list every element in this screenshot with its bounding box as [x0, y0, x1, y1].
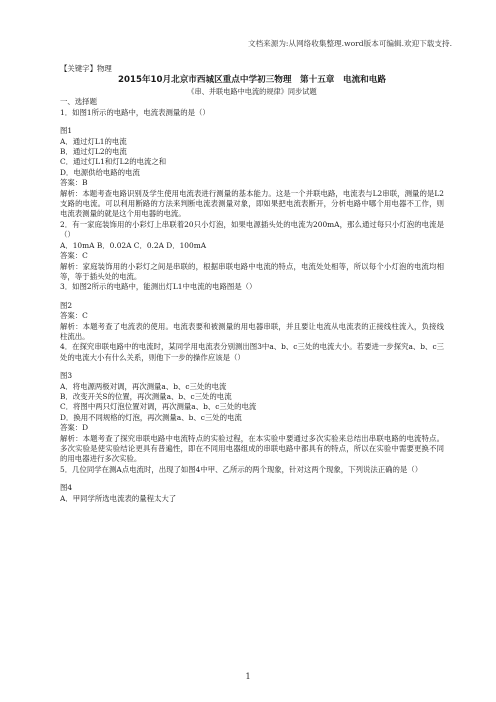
q1-figure-label: 图1 — [60, 126, 73, 136]
q5-stem: 5．几位同学在测A点电流时，出现了如图4中甲、乙所示的两个现象，针对这两个现象，下列说法正确的是（） — [60, 464, 423, 474]
q5-figure-label: 图4 — [60, 483, 73, 493]
q3-stem: 3．如图2所示的电路中，能测出灯L1中电流的电路图是（） — [60, 282, 257, 292]
q3-analysis: 解析：本题考查了电流表的使用。电流表要和被测量的用电器串联，并且要让电流从电流表的正接线柱流入，负接线柱流出。 — [60, 321, 444, 341]
keyword-line: 【关键字】物理 — [60, 64, 112, 73]
document-subtitle: 《串、并联电路中电流的规律》同步试题 — [187, 87, 317, 97]
q5-option-a: A．甲同学所选电流表的量程太大了 — [60, 493, 177, 503]
header-note: 文档来源为:从网络收集整理.word版本可编辑.欢迎下载支持. — [247, 39, 452, 48]
q4-option-c: C．将图中两只灯泡位置对调，再次测量a、b、c三处的电流 — [60, 402, 257, 412]
q2-answer: 答案：C — [60, 251, 88, 261]
q1-option-a: A．通过灯L1的电流 — [60, 136, 127, 146]
q1-stem: 1．如图1所示的电路中，电流表测量的是（） — [60, 107, 210, 117]
q2-analysis: 解析：家庭装饰用的小彩灯之间是串联的，根据串联电路中电流的特点，电流处处相等，所以每个小灯泡的电流均相等，等于插头处的电流。 — [60, 261, 444, 281]
q1-answer: 答案：B — [60, 178, 88, 188]
page-number: 1 — [245, 672, 251, 681]
q4-analysis: 解析：本题考查了探究串联电路中电流特点的实验过程，在本实验中要通过多次实验来总结出串联电路的电流特点。多次实验是使实验结论更具有普遍性，即在不同用电器组成的串联电路中都具有的特点，所以在实验中需要更换不同的用电器进行多次实验。 — [60, 433, 444, 464]
section-heading: 一、选择题 — [60, 97, 97, 107]
q1-analysis: 解析：本题考查电路识别及学生使用电流表进行测量的基本能力。这是一个并联电路，电流表与L2串联，测量的是L2支路的电流。可以利用断路的方法来判断电流表测量对象，即如果把电流表断开，分析电路中哪个用电器不工作，则电流表测量的就是这个用电器的电流。 — [60, 188, 444, 219]
q3-answer: 答案：C — [60, 311, 88, 321]
q4-stem: 4．在探究串联电路中的电流时，某同学用电流表分别测出图3中a、b、c三处的电流大小。若要进一步探究a、b、c三处的电流大小有什么关系，则他下一步的操作应该是（） — [60, 342, 444, 362]
q4-option-b: B．改变开关S的位置，再次测量a、b、c三处的电流 — [60, 391, 232, 401]
q4-option-a: A．将电源两极对调，再次测量a、b、c三处的电流 — [60, 381, 227, 391]
q2-options: A．10mA B．0.02A C．0.2A D．100mA — [60, 240, 207, 250]
document-title: 2015年10月北京市西城区重点中学初三物理 第十五章 电流和电路 — [118, 75, 386, 86]
document-body — [60, 64, 444, 504]
q4-answer: 答案：D — [60, 423, 89, 433]
q4-option-d: D．换用不同规格的灯泡，再次测量a、b、c三处的电流 — [60, 412, 242, 422]
q1-option-d: D．电源供给电路的电流 — [60, 167, 140, 177]
q4-figure-label: 图3 — [60, 371, 73, 381]
q1-option-c: C．通过灯L1和灯L2的电流之和 — [60, 157, 167, 167]
q1-option-b: B．通过灯L2的电流 — [60, 147, 127, 157]
q3-figure-label: 图2 — [60, 300, 73, 310]
q2-stem: 2．有一家庭装饰用的小彩灯上串联着20只小灯泡，如果电源插头处的电流为200mA，那么通过每只小灯泡的电流是（） — [60, 219, 444, 240]
